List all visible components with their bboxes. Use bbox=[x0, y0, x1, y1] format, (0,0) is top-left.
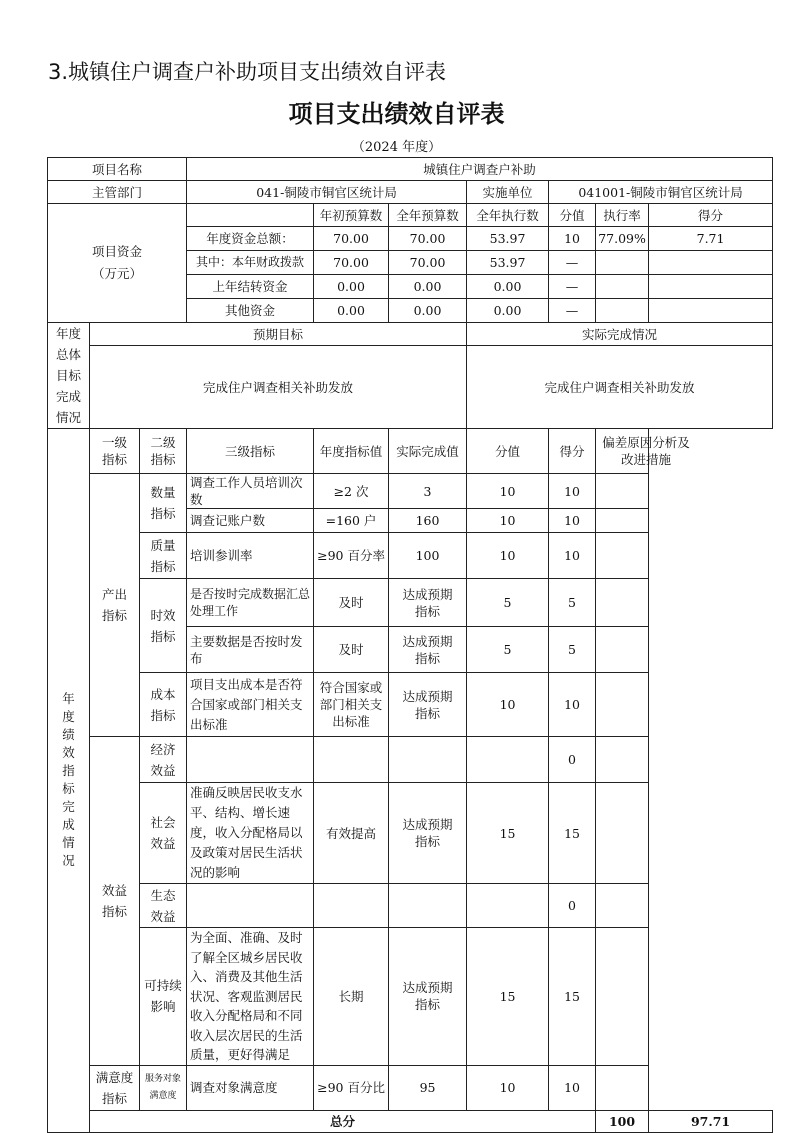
quality-label-text: 质量指标 bbox=[150, 537, 176, 574]
row-score-val bbox=[467, 884, 549, 928]
department-row bbox=[48, 181, 773, 204]
row-l3: 项目支出成本是否符合国家或部门相关支出标准 bbox=[187, 673, 314, 737]
indicators-section-label-text: 年度绩效指标完成情况 bbox=[62, 691, 75, 869]
service-label bbox=[140, 1065, 187, 1110]
row-l3: 调查工作人员培训次数 bbox=[187, 474, 314, 509]
funds-row-score-val: — bbox=[549, 275, 596, 299]
row-target: ≥2 次 bbox=[314, 474, 389, 509]
funds-row-full: 0.00 bbox=[389, 299, 467, 323]
quantity-label bbox=[140, 474, 187, 533]
total-score-val: 100 bbox=[596, 1110, 649, 1132]
output-label-text: 产出指标 bbox=[101, 587, 127, 623]
indicator-row bbox=[48, 673, 773, 737]
row-target: ≥90 百分比 bbox=[314, 1065, 389, 1110]
social-label-text: 社会效益 bbox=[150, 815, 176, 851]
row-target bbox=[314, 737, 389, 783]
row-score-val: 10 bbox=[467, 533, 549, 579]
indicator-row bbox=[48, 1065, 773, 1110]
row-deviation bbox=[596, 579, 649, 627]
row-score: 5 bbox=[549, 627, 596, 673]
row-actual-text: 达成预期指标 bbox=[402, 633, 453, 666]
dept-value: 041-铜陵市铜官区统计局 bbox=[187, 181, 467, 204]
goals-content-row bbox=[48, 346, 773, 429]
row-l3: 调查对象满意度 bbox=[187, 1065, 314, 1110]
row-actual-text: 达成预期指标 bbox=[402, 688, 453, 721]
funds-label-text: 项目资金（万元） bbox=[92, 244, 143, 281]
funds-header-full: 全年预算数 bbox=[389, 204, 467, 227]
benefit-label bbox=[90, 737, 140, 1066]
row-target: 及时 bbox=[314, 627, 389, 673]
row-actual bbox=[389, 884, 467, 928]
sustain-label-text: 可持续影响 bbox=[144, 978, 182, 1015]
row-score: 5 bbox=[549, 579, 596, 627]
header-l2-text: 二级指标 bbox=[150, 435, 176, 467]
header-score: 得分 bbox=[549, 429, 596, 474]
funds-row-name: 其他资金 bbox=[187, 299, 314, 323]
row-actual bbox=[389, 737, 467, 783]
funds-row-full: 70.00 bbox=[389, 227, 467, 251]
indicator-row bbox=[48, 783, 773, 884]
row-score-val: 5 bbox=[467, 579, 549, 627]
funds-row-init: 0.00 bbox=[314, 275, 389, 299]
funds-row-score-val: — bbox=[549, 299, 596, 323]
funds-label bbox=[48, 204, 187, 323]
funds-row-init: 0.00 bbox=[314, 299, 389, 323]
funds-header-exec: 全年执行数 bbox=[467, 204, 549, 227]
row-score: 10 bbox=[549, 533, 596, 579]
row-l3 bbox=[187, 737, 314, 783]
output-label bbox=[90, 474, 140, 737]
funds-header-score-val: 分值 bbox=[549, 204, 596, 227]
goals-actual: 完成住户调查相关补助发放 bbox=[467, 346, 773, 429]
row-score: 10 bbox=[549, 1065, 596, 1110]
timeliness-label bbox=[140, 579, 187, 673]
indicator-row bbox=[48, 737, 773, 783]
row-score: 10 bbox=[549, 509, 596, 533]
funds-row-full: 70.00 bbox=[389, 251, 467, 275]
header-l1 bbox=[90, 429, 140, 474]
goals-label-text: 年度总体目标完成情况 bbox=[55, 326, 81, 425]
row-score-val: 10 bbox=[467, 509, 549, 533]
row-actual-text: 达成预期指标 bbox=[402, 980, 453, 1013]
row-score-val: 15 bbox=[467, 928, 549, 1066]
row-target bbox=[314, 673, 389, 737]
funds-row-init: 70.00 bbox=[314, 227, 389, 251]
row-deviation bbox=[596, 509, 649, 533]
funds-row-exec: 0.00 bbox=[467, 299, 549, 323]
satisfaction-label bbox=[90, 1065, 140, 1110]
economic-label-text: 经济效益 bbox=[150, 741, 176, 778]
row-actual bbox=[389, 673, 467, 737]
goals-header-row bbox=[48, 323, 773, 346]
total-label: 总分 bbox=[90, 1110, 596, 1132]
row-actual: 160 bbox=[389, 509, 467, 533]
funds-header-init: 年初预算数 bbox=[314, 204, 389, 227]
row-actual: 100 bbox=[389, 533, 467, 579]
indicator-row bbox=[48, 928, 773, 1066]
header-score-val: 分值 bbox=[467, 429, 549, 474]
funds-row-exec: 0.00 bbox=[467, 275, 549, 299]
funds-header-score: 得分 bbox=[649, 204, 773, 227]
goals-expected: 完成住户调查相关补助发放 bbox=[90, 346, 467, 429]
row-actual-text: 达成预期指标 bbox=[402, 586, 453, 619]
funds-row-score bbox=[649, 275, 773, 299]
funds-row-score bbox=[649, 299, 773, 323]
indicator-row bbox=[48, 579, 773, 627]
funds-header-rate: 执行率 bbox=[596, 204, 649, 227]
header-l2 bbox=[140, 429, 187, 474]
row-score: 15 bbox=[549, 928, 596, 1066]
impl-value: 041001-铜陵市铜官区统计局 bbox=[549, 181, 773, 204]
total-score: 97.71 bbox=[649, 1110, 773, 1132]
goals-expected-label: 预期目标 bbox=[90, 323, 467, 346]
funds-row-name: 其中：本年财政拨款 bbox=[187, 251, 314, 275]
row-target-text: 符合国家或部门相关支出标准 bbox=[319, 680, 383, 729]
header-deviation bbox=[596, 429, 690, 474]
row-target: 及时 bbox=[314, 579, 389, 627]
quantity-label-text: 数量指标 bbox=[150, 485, 176, 521]
goals-actual-label: 实际完成情况 bbox=[467, 323, 773, 346]
section-heading: 3.城镇住户调查户补助项目支出绩效自评表 bbox=[48, 60, 447, 84]
timeliness-label-text: 时效指标 bbox=[150, 607, 176, 644]
funds-row-score-val: — bbox=[549, 251, 596, 275]
row-score: 0 bbox=[549, 737, 596, 783]
page-title: 项目支出绩效自评表 bbox=[288, 100, 505, 128]
funds-row-exec: 53.97 bbox=[467, 251, 549, 275]
header-actual: 实际完成值 bbox=[389, 429, 467, 474]
indicator-row bbox=[48, 533, 773, 579]
header-target: 年度指标值 bbox=[314, 429, 389, 474]
row-deviation bbox=[596, 627, 649, 673]
row-actual bbox=[389, 627, 467, 673]
row-l3: 主要数据是否按时发布 bbox=[187, 627, 314, 673]
header-l3: 三级指标 bbox=[187, 429, 314, 474]
row-l3: 调查记账户数 bbox=[187, 509, 314, 533]
row-actual bbox=[389, 783, 467, 884]
row-target bbox=[314, 884, 389, 928]
benefit-label-text: 效益指标 bbox=[101, 882, 127, 919]
funds-row-init: 70.00 bbox=[314, 251, 389, 275]
row-score-val: 10 bbox=[467, 1065, 549, 1110]
row-target: 有效提高 bbox=[314, 783, 389, 884]
eco-label bbox=[140, 884, 187, 928]
funds-row-score: 7.71 bbox=[649, 227, 773, 251]
row-deviation bbox=[596, 783, 649, 884]
funds-row-rate bbox=[596, 299, 649, 323]
row-score: 10 bbox=[549, 673, 596, 737]
funds-row-exec: 53.97 bbox=[467, 227, 549, 251]
project-name-row bbox=[48, 158, 773, 181]
row-actual bbox=[389, 579, 467, 627]
row-target: =160 户 bbox=[314, 509, 389, 533]
row-score-val: 10 bbox=[467, 474, 549, 509]
funds-row-score-val: 10 bbox=[549, 227, 596, 251]
quality-label bbox=[140, 533, 187, 579]
service-label-text: 服务对象满意度 bbox=[145, 1073, 182, 1101]
report-year: （2024 年度） bbox=[351, 140, 442, 155]
row-actual-text: 达成预期指标 bbox=[402, 817, 453, 849]
social-label bbox=[140, 783, 187, 884]
funds-row-name: 上年结转资金 bbox=[187, 275, 314, 299]
row-l3: 是否按时完成数据汇总处理工作 bbox=[187, 579, 314, 627]
project-name-label: 项目名称 bbox=[48, 158, 187, 181]
row-target: 长期 bbox=[314, 928, 389, 1066]
indicator-header-row bbox=[48, 429, 773, 474]
cost-label-text: 成本指标 bbox=[150, 686, 176, 723]
row-score-val: 15 bbox=[467, 783, 549, 884]
funds-row-rate: 77.09% bbox=[596, 227, 649, 251]
row-actual: 3 bbox=[389, 474, 467, 509]
row-l3: 培训参训率 bbox=[187, 533, 314, 579]
indicator-row bbox=[48, 474, 773, 509]
cost-label bbox=[140, 673, 187, 737]
project-name-value: 城镇住户调查户补助 bbox=[187, 158, 773, 181]
header-deviation-text: 偏差原因分析及改进措施 bbox=[602, 435, 690, 467]
row-score: 15 bbox=[549, 783, 596, 884]
economic-label bbox=[140, 737, 187, 783]
eco-label-text: 生态效益 bbox=[150, 887, 176, 924]
header-l1-text: 一级指标 bbox=[101, 435, 127, 467]
self-evaluation-table bbox=[47, 157, 773, 1133]
impl-label: 实施单位 bbox=[467, 181, 549, 204]
row-deviation bbox=[596, 928, 649, 1066]
row-deviation bbox=[596, 737, 649, 783]
funds-row-score bbox=[649, 251, 773, 275]
row-actual: 95 bbox=[389, 1065, 467, 1110]
satisfaction-label-text: 满意度指标 bbox=[95, 1069, 134, 1106]
total-row bbox=[48, 1110, 773, 1132]
row-actual bbox=[389, 928, 467, 1066]
row-deviation bbox=[596, 884, 649, 928]
row-target: ≥90 百分率 bbox=[314, 533, 389, 579]
row-score-val bbox=[467, 737, 549, 783]
row-score-val: 5 bbox=[467, 627, 549, 673]
sustain-label bbox=[140, 928, 187, 1066]
funds-row-rate bbox=[596, 251, 649, 275]
row-deviation bbox=[596, 673, 649, 737]
row-l3 bbox=[187, 884, 314, 928]
indicators-section-label bbox=[48, 429, 90, 1133]
dept-label: 主管部门 bbox=[48, 181, 187, 204]
row-score: 0 bbox=[549, 884, 596, 928]
goals-label bbox=[48, 323, 90, 429]
funds-row-full: 0.00 bbox=[389, 275, 467, 299]
row-score: 10 bbox=[549, 474, 596, 509]
funds-row-rate bbox=[596, 275, 649, 299]
row-deviation bbox=[596, 1065, 649, 1110]
row-deviation bbox=[596, 533, 649, 579]
row-l3: 为全面、准确、及时了解全区城乡居民收入、消费及其他生活状况、客观监测居民收入分配格局和不同收入层次居民的生活质量，更好得满足 bbox=[187, 928, 314, 1066]
funds-row-name: 年度资金总额： bbox=[187, 227, 314, 251]
funds-header-row bbox=[48, 204, 773, 227]
indicator-row bbox=[48, 884, 773, 928]
funds-header-blank bbox=[187, 204, 314, 227]
row-score-val: 10 bbox=[467, 673, 549, 737]
row-l3: 准确反映居民收支水平、结构、增长速度，收入分配格局以及政策对居民生活状况的影响 bbox=[187, 783, 314, 884]
row-deviation bbox=[596, 474, 649, 509]
